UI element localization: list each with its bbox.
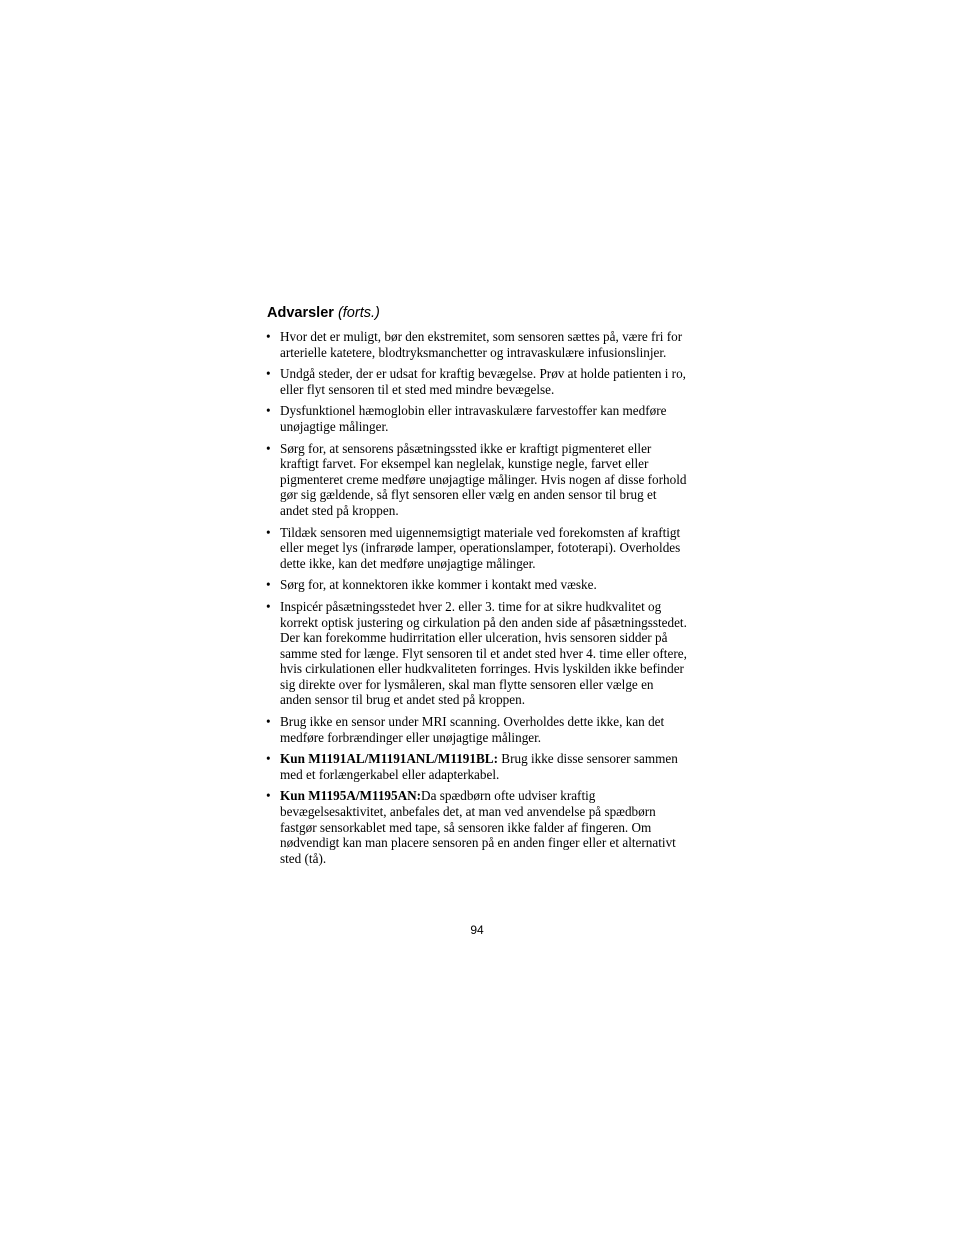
warning-list bbox=[266, 329, 688, 872]
warning-item bbox=[266, 366, 688, 397]
warning-item bbox=[266, 329, 688, 360]
warning-text: Undgå steder, der er udsat for kraftig bevægelse. Prøv at holde patienten i ro, eller flyt sensoren til et sted med mindre bevægelse. bbox=[280, 366, 686, 397]
warning-text: Tildæk sensoren med uigennemsigtigt materiale ved forekomsten af kraftigt eller meget lys (infrarøde lamper, operationslamper, fototerapi). Overholdes dette ikke, kan det medføre unøjagtige målinger. bbox=[280, 524, 681, 571]
heading-title: Advarsler bbox=[267, 305, 334, 321]
bullet-icon: • bbox=[266, 714, 271, 730]
warning-item bbox=[266, 714, 688, 745]
warning-text: Inspicér påsætningsstedet hver 2. eller 3. time for at sikre hudkvalitet og korrekt optisk justering og cirkulation på den anden side af påsætningsstedet. Der kan forekomme hudirritation eller ulceration, hvis sensoren sidder på samme sted for længe. Flyt sensoren til et andet sted hver 4. time eller oftere, hvis cirkulationen eller hudkvaliteten forringes. Hvis lyskilden ikke befinder sig direkte over for lysmåleren, skal man flytte sensoren eller vælge en anden sensor til brug et andet sted på kroppen. bbox=[280, 598, 687, 708]
warning-lead: Kun M1195A/M1195AN: bbox=[280, 788, 422, 804]
warning-text: Sørg for, at sensorens påsætningssted ikke er kraftigt pigmenteret eller kraftigt farvet. For eksempel kan neglelak, kunstige negle, farvet eller pigmenteret creme medføre unøjagtige målinger. Hvis nogen af disse forhold gør sig gældende, så flyt sensoren eller vælg en anden sensor til brug et andet sted på kroppen. bbox=[280, 440, 687, 518]
warning-item bbox=[266, 788, 688, 866]
bullet-icon: • bbox=[266, 788, 271, 804]
warning-item bbox=[266, 403, 688, 434]
warning-item bbox=[266, 577, 688, 593]
heading-continued: (forts.) bbox=[337, 305, 380, 321]
warning-item bbox=[266, 599, 688, 708]
warning-text: Brug ikke en sensor under MRI scanning. Overholdes dette ikke, kan det medføre forbrændinger eller unøjagtige målinger. bbox=[280, 714, 665, 745]
warning-item bbox=[266, 525, 688, 572]
bullet-icon: • bbox=[266, 366, 271, 382]
warning-text: Da spædbørn ofte udviser kraftig bevægelsesaktivitet, anbefales det, at man ved anvendelse på spædbørn fastgør sensorkablet med tape, så sensoren ikke falder af fingeren. Om nødvendigt kan man placere sensoren på en anden finger eller et alternativt sted (tå). bbox=[280, 788, 676, 866]
bullet-icon: • bbox=[266, 524, 271, 540]
bullet-icon: • bbox=[266, 440, 271, 456]
warning-item bbox=[266, 441, 688, 519]
warning-item bbox=[266, 751, 688, 782]
warning-text: Hvor det er muligt, bør den ekstremitet, som sensoren sættes på, være fri for arterielle katetere, blodtryksmanchetter og intravaskulære infusionslinjer. bbox=[280, 329, 683, 360]
bullet-icon: • bbox=[266, 598, 271, 614]
bullet-icon: • bbox=[266, 577, 271, 593]
section-heading bbox=[267, 303, 380, 323]
bullet-icon: • bbox=[266, 403, 271, 419]
warning-text: Brug ikke disse sensorer sammen med et forlængerkabel eller adapterkabel. bbox=[280, 751, 678, 782]
warning-text: Sørg for, at konnektoren ikke kommer i kontakt med væske. bbox=[280, 577, 597, 593]
bullet-icon: • bbox=[266, 329, 271, 344]
warning-text: Dysfunktionel hæmoglobin eller intravaskulære farvestoffer kan medføre unøjagtige målinger. bbox=[280, 403, 667, 434]
bullet-icon: • bbox=[266, 751, 271, 767]
page-number: 94 bbox=[470, 923, 484, 937]
warning-lead: Kun M1191AL/M1191ANL/M1191BL: bbox=[280, 751, 498, 767]
